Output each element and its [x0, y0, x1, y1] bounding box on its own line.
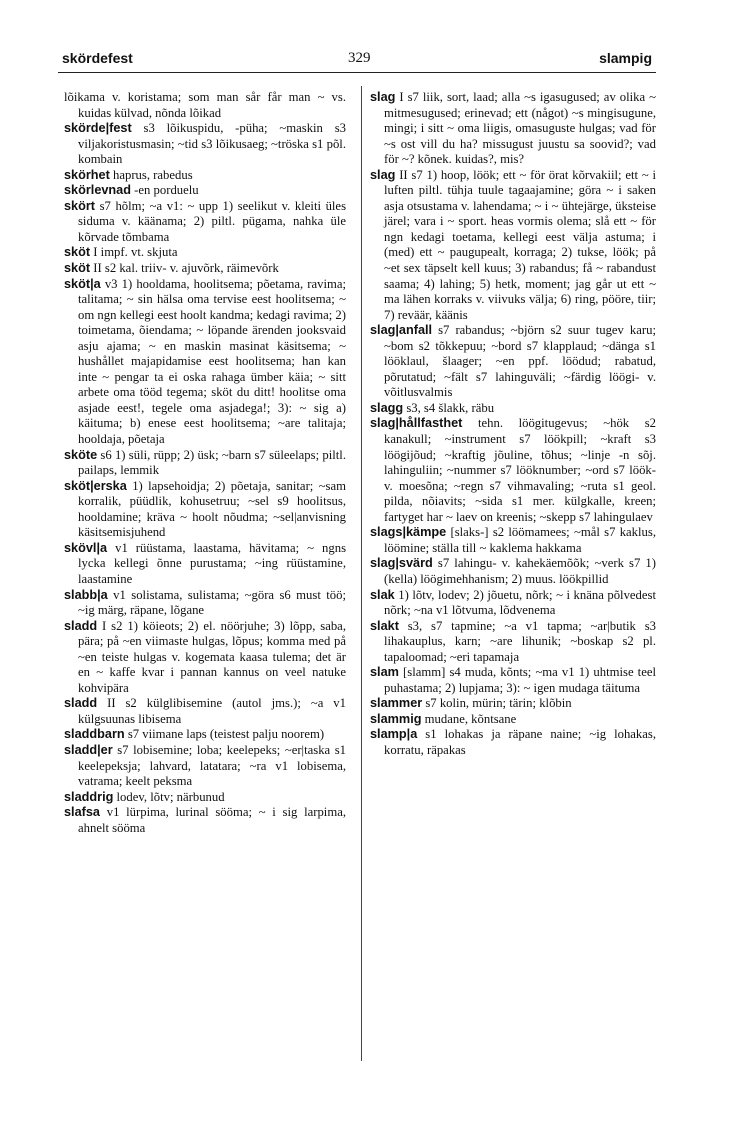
- dictionary-entry: [64, 619, 346, 697]
- entry-definition: II s7 1) hoop, löök; ett ~ för örat kõrvakiil; ett ~ i luften piltl. tühja tuule tagaajamine; göra ~ i saken asja otsustama v. lahendama; ~ i ~ ühtejärge, üksteise järel; vara i ~ sport. heas vormis olema; slå ett ~ för ngn kedagi toetama, kellegi eest välja astuma; i (med) ett ~ paugupealt, korraga; 2) tukse, löök; på ~et sex täpselt kell kuus; 3) rabandus; få ~ rabandust saama; 4) lahing; 5) hetk, moment; jag går ut ett ~ ma lähen korraks v. viivuks välja; 6) ring, pööre, tiir; 7) reväär, käänis: [384, 167, 657, 322]
- entry-headword: slammer: [370, 696, 423, 711]
- dictionary-entry: [64, 743, 346, 790]
- entry-headword: sköt|a: [64, 276, 101, 291]
- header-first-headword: skördefest: [62, 50, 133, 66]
- dictionary-entry: [370, 696, 656, 712]
- entry-definition: v1 solistama, sulistama; ~göra s6 must töö; ~ig märg, räpane, lõgane: [78, 587, 346, 618]
- entry-headword: sladdrig: [64, 789, 114, 804]
- entry-definition: v1 rüüstama, laastama, hävitama; ~ ngns lycka kellegi õnne purustama; ~ing rüüstamine, laastamine: [78, 540, 347, 586]
- entry-headword: skörde|fest: [64, 121, 132, 136]
- entry-definition: s6 1) süli, rüpp; 2) üsk; ~barn s7 süleelaps; piltl. pailaps, lemmik: [78, 447, 346, 478]
- dictionary-entry: [64, 448, 346, 479]
- entry-headword: skörhet: [64, 167, 110, 182]
- entry-headword: slags|kämpe: [370, 525, 447, 540]
- dictionary-entry: [370, 556, 656, 587]
- dictionary-entry: [370, 90, 656, 168]
- dictionary-entry: [64, 199, 346, 246]
- entry-headword: slag|anfall: [370, 323, 433, 338]
- entry-headword: skört: [64, 198, 96, 213]
- entry-headword: slam: [370, 665, 399, 680]
- dictionary-entry: [370, 168, 656, 323]
- entry-headword: sköt: [64, 261, 91, 276]
- entry-headword: slakt: [370, 618, 399, 633]
- entry-headword: slag|svärd: [370, 556, 433, 571]
- entry-definition: II s2 kal. triiv- v. ajuvõrk, räimevõrk: [93, 261, 279, 276]
- entry-headword: slag|hållfasthet: [370, 416, 463, 431]
- header-rule: [58, 72, 656, 73]
- entry-definition: v3 1) hooldama, hoolitsema; põetama, ravima; talitama; ~ sin hälsa oma tervise eest hoolitsema; ~ om ngn kellegi eest hoolt kandma; kedagi ravima; 2) toimetama, õiendama; ~ löpande ärenden jooksvaid asju ajama; ~ en maskin masinat käsitsema; ~ hushållet majapidamise eest hoolitsema; han kan inte ~ pengar ta ei oska rahaga ümber käia; ~ sitt arbete oma tööd tegema; sköt du ditt! hoolitse oma asjade eest!, tegele oma asjadega!; 3): ~ sig a) käituma; b) enese eest hoolitsema; ~are talitaja; hooldaja, põetaja: [78, 276, 346, 447]
- entry-headword: sladd|er: [64, 742, 113, 757]
- dictionary-entry: [370, 401, 656, 417]
- entry-definition: I impf. vt. skjuta: [93, 245, 178, 260]
- page-header: [0, 50, 732, 72]
- dictionary-entry: [64, 790, 346, 806]
- entry-definition: v1 lürpima, lurinal sööma; ~ i sig larpima, ahnelt sööma: [78, 805, 346, 835]
- entry-definition: 1) lapsehoidja; 2) põetaja, sanitar; ~sam korralik, püüdlik, kohusetruu; ~sel s9 hoolitsus, hooldamine; kräva ~ hoolt nõudma; ~sel|anvisning käsitsemisjuhend: [78, 478, 346, 540]
- entry-definition: s7 lahingu- v. kahekäemõõk; ~verk s7 1) (kella) löögimehhanism; 2) muus. löökpillid: [384, 556, 657, 586]
- entry-definition: s1 lohakas ja räpane naine; ~ig lohakas, korratu, räpakas: [384, 727, 656, 757]
- dictionary-entry: [64, 90, 346, 121]
- dictionary-entry: [64, 245, 346, 261]
- entry-definition: tehn. löögitugevus; ~hök s2 kanakull; ~instrument s7 löökpill; ~kraft s3 löögijõud; ~kraftig jõuline, tõhus; ~linje -n sõj. lahinguliin; ~nummer s7 lööknumber; ~ord s7 löök- v. moesõna; ~regn s7 vihmavaling; ~ruta s1 geol. pilda, nõiavits; ~sida s1 mer. külgkalle, kreen; fartyget har ~ laev on kreenis; ~skepp s7 lahingulaev: [384, 416, 656, 524]
- entry-headword: slagg: [370, 400, 404, 415]
- entry-definition: 1) lõtv, lodev; 2) jõuetu, nõrk; ~ i knäna põlvedest nõrk; ~na v1 lõtvuma, lõdvenema: [384, 587, 656, 618]
- dictionary-entry: [64, 261, 346, 277]
- dictionary-entry: [64, 696, 346, 727]
- dictionary-entry: [64, 727, 346, 743]
- entry-definition: mudane, kõntsane: [424, 711, 517, 726]
- dictionary-entry: [370, 416, 656, 525]
- entry-definition: haprus, rabedus: [113, 167, 193, 182]
- entry-definition: [slamm] s4 muda, kõnts; ~ma v1 1) uhtmise teel puhastama; 2) lupjama; 3): ~ igen mudaga täituma: [384, 665, 656, 695]
- entry-definition: I s2 1) köieots; 2) el. nöörjuhe; 3) lõpp, saba, pära; på ~en viimaste hulgas, lõpus; komma med på ~en teiste hulgas v. kogemata kaasa tulema; det är en ~ kaffe kvar i pannan kannus on veel natuke kohvipära: [78, 618, 346, 695]
- entry-definition: s7 rabandus; ~björn s2 suur tugev karu; ~bom s2 tõkkepuu; ~bord s7 klapplaud; ~dänga s1 lööklaul, šlaager; ~en ppf. löödud; rabatud, põrutatud; ~fält s7 lahinguväli; ~färdig löögi- v. võitlusvalmis: [384, 323, 657, 400]
- entry-definition: s7 kolin, mürin; tärin; klõbin: [425, 696, 572, 711]
- dictionary-entry: [370, 323, 656, 401]
- dictionary-entry: [370, 619, 656, 666]
- entry-definition: -en porduelu: [134, 183, 199, 198]
- entry-headword: sladd: [64, 618, 98, 633]
- entry-headword: slag: [370, 90, 396, 104]
- left-column: [64, 90, 346, 836]
- dictionary-entry: [370, 525, 656, 556]
- column-divider: [361, 86, 362, 1061]
- entry-headword: slamp|a: [370, 727, 418, 742]
- entry-headword: skövl|a: [64, 540, 108, 555]
- entry-headword: slammig: [370, 711, 422, 726]
- entry-headword: sladd: [64, 696, 98, 711]
- dictionary-entry: [370, 712, 656, 728]
- entry-headword: sladdbarn: [64, 727, 125, 742]
- entry-definition: I s7 liik, sort, laad; alla ~s igasugused; av olika ~ mitmesugused; erinevad; ett (något) ~s mingisugune, mingi; i sitt ~ oma liigis, omasuguste hulgas; vad för ~s ost vill du ha? missugust juustu sa soovid?; vad för ~? kõnek. kuidas?, mis?: [384, 90, 657, 167]
- entry-headword: slag: [370, 167, 396, 182]
- dictionary-entry: [64, 588, 346, 619]
- entry-definition: lõikama v. koristama; som man sår får man ~ vs. kuidas külvad, nõnda lõikad: [64, 90, 346, 120]
- entry-headword: slabb|a: [64, 587, 108, 602]
- dictionary-entry: [64, 277, 346, 448]
- entry-definition: s7 hõlm; ~a v1: ~ upp 1) seelikut v. kleiti üles siduma v. käänama; 2) piltl. pügama, nahka üle kõrvade tõmbama: [78, 198, 347, 244]
- dictionary-entry: [64, 805, 346, 836]
- dictionary-entry: [64, 183, 346, 199]
- dictionary-entry: [64, 479, 346, 541]
- entry-headword: sköte: [64, 447, 98, 462]
- entry-definition: s7 lobisemine; loba; keelepeks; ~er|taska s1 keelepeksja; lahvard, latatara; ~ra v1 lobisema, vatrama; keelt peksma: [78, 742, 347, 789]
- entry-headword: slafsa: [64, 805, 100, 820]
- entry-definition: [slaks-] s2 löömamees; ~mål s7 kaklus, löömine; ställa till ~ kaklema hakkama: [384, 525, 656, 555]
- entry-headword: sköt|erska: [64, 478, 127, 493]
- entry-definition: s3, s7 tapmine; ~a v1 tapma; ~ar|butik s3 lihakauplus, karn; ~are lihunik; ~boskap s2 pl. tapaloomad; ~eri tapamaja: [384, 618, 656, 664]
- entry-definition: s7 viimane laps (teistest palju noorem): [127, 727, 325, 742]
- page-number: 329: [348, 50, 371, 66]
- dictionary-entry: [370, 588, 656, 619]
- header-last-headword: slampig: [599, 50, 652, 66]
- entry-definition: II s2 külglibisemine (autol jms.); ~a v1 külgsuunas libisema: [78, 696, 346, 726]
- entry-definition: lodev, lõtv; närbunud: [116, 789, 225, 804]
- dictionary-entry: [64, 541, 346, 588]
- entry-definition: s3, s4 šlakk, räbu: [406, 400, 495, 415]
- dictionary-entry: [370, 727, 656, 758]
- dictionary-entry: [370, 665, 656, 696]
- right-column: [370, 90, 656, 759]
- dictionary-entry: [64, 121, 346, 168]
- entry-headword: sköt: [64, 245, 91, 260]
- entry-definition: s3 lõikuspidu, -püha; ~maskin s3 viljakoristusmasin; ~tid s3 lõikusaeg; ~tröska s1 põl. kombain: [78, 121, 346, 167]
- entry-headword: skörlevnad: [64, 183, 131, 198]
- entry-headword: slak: [370, 587, 395, 602]
- dictionary-entry: [64, 168, 346, 184]
